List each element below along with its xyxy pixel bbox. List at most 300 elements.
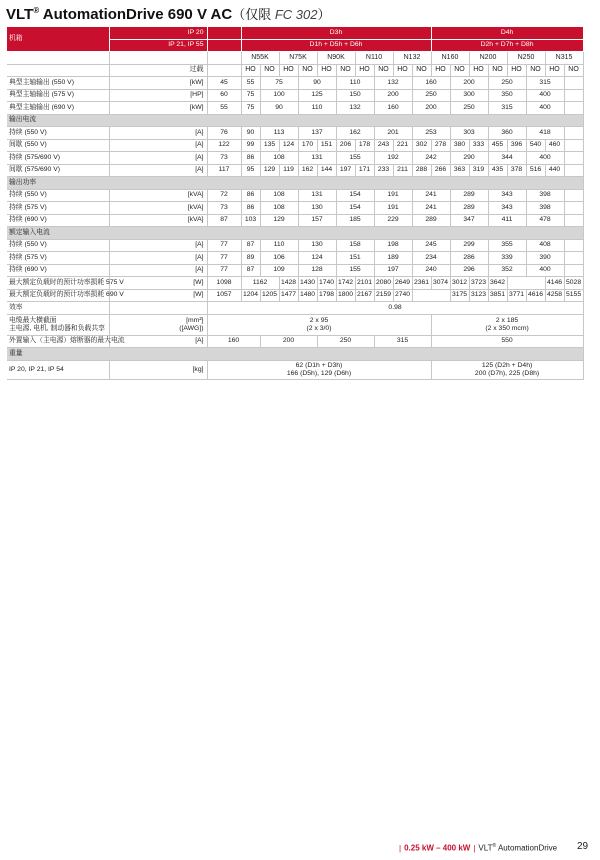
- value-cell: 250: [317, 335, 374, 348]
- value-cell: 160: [412, 77, 450, 90]
- value-cell: 197: [336, 164, 355, 177]
- blank: [564, 202, 583, 215]
- value-cell: 266: [431, 164, 450, 177]
- row-unit: [kW]: [109, 77, 207, 90]
- blank: [412, 289, 450, 302]
- value-cell: 99: [241, 139, 260, 152]
- value-cell: 151: [317, 139, 336, 152]
- value-cell: 76: [207, 127, 241, 140]
- blank: [564, 77, 583, 90]
- ho-label: HO: [469, 64, 488, 77]
- value-cell: 87: [241, 264, 260, 277]
- row-unit: [W]: [109, 289, 207, 302]
- blank: [507, 277, 545, 290]
- row-label: 电缆最大横截面 主电源, 电机, 制动器和负载共享: [7, 314, 109, 335]
- value-cell: 119: [279, 164, 298, 177]
- value-cell: 160: [207, 335, 260, 348]
- row-unit: [HP]: [109, 89, 207, 102]
- value-cell: 347: [450, 214, 488, 227]
- ho-label: HO: [431, 64, 450, 77]
- value-cell: 2080: [374, 277, 393, 290]
- value-cell: 89: [241, 252, 260, 265]
- value-cell: 250: [488, 77, 526, 90]
- page-number: 29: [577, 841, 589, 852]
- value-cell: 191: [374, 189, 412, 202]
- value-cell: 2101: [355, 277, 374, 290]
- value-cell: 2159: [374, 289, 393, 302]
- blank: [564, 214, 583, 227]
- value-cell: 1057: [207, 289, 241, 302]
- blank: [564, 89, 583, 102]
- value-cell: 233: [374, 164, 393, 177]
- value-cell: 73: [207, 202, 241, 215]
- value-cell: 86: [241, 202, 260, 215]
- value-cell: 154: [336, 202, 374, 215]
- blank: [564, 264, 583, 277]
- model-n160: N160: [431, 52, 469, 65]
- value-cell: 87: [241, 239, 260, 252]
- row-sh575: [7, 89, 583, 102]
- value-cell: 124: [298, 252, 336, 265]
- value-cell: 0.98: [207, 302, 583, 315]
- value-cell: 2649: [393, 277, 412, 290]
- value-cell: 1480: [298, 289, 317, 302]
- value-cell: 3642: [488, 277, 507, 290]
- no-label: NO: [488, 64, 507, 77]
- ho-label: HO: [279, 64, 298, 77]
- d1h-label: D1h + D5h + D6h: [241, 39, 431, 52]
- row-unit: [A]: [109, 264, 207, 277]
- value-cell: 355: [488, 239, 526, 252]
- no-label: NO: [336, 64, 355, 77]
- value-cell: 3175: [450, 289, 469, 302]
- value-cell: 315: [526, 77, 564, 90]
- value-cell: 90: [241, 127, 260, 140]
- row-label: 持续 (690 V): [7, 214, 109, 227]
- value-cell: 408: [526, 239, 564, 252]
- value-cell: 242: [412, 152, 450, 165]
- row-label: 最大额定负载时的预计功率损耗 575 V: [7, 277, 109, 290]
- spec-table: [7, 27, 584, 380]
- row-sh690: [7, 102, 583, 115]
- frame-label: 机箱: [7, 27, 109, 52]
- value-cell: 3123: [469, 289, 488, 302]
- value-cell: 289: [450, 189, 488, 202]
- ho-label: HO: [355, 64, 374, 77]
- row-label: 间歇 (575/690 V): [7, 164, 109, 177]
- value-cell: 350: [488, 89, 526, 102]
- value-cell: 110: [336, 77, 374, 90]
- value-cell: 1204: [241, 289, 260, 302]
- value-cell: 155: [336, 264, 374, 277]
- d2h-label: D2h + D7h + D8h: [431, 39, 583, 52]
- blank: [564, 102, 583, 115]
- row-label: 持续 (550 V): [7, 127, 109, 140]
- value-cell: 155: [336, 152, 374, 165]
- value-cell: 250: [450, 102, 488, 115]
- section-header: 输出电流: [7, 114, 583, 127]
- blank: [564, 239, 583, 252]
- weight-d4: 125 (D2h + D4h) 200 (D7h), 225 (D8h): [431, 360, 583, 379]
- value-cell: 87: [207, 214, 241, 227]
- blank: [564, 252, 583, 265]
- value-cell: 360: [488, 127, 526, 140]
- value-cell: 1205: [260, 289, 279, 302]
- value-cell: 398: [526, 202, 564, 215]
- weight-d3: 62 (D1h + D3h) 166 (D5h), 129 (D6h): [207, 360, 431, 379]
- row-int575: [7, 164, 583, 177]
- cable-d4: 2 x 185 (2 x 350 mcm): [431, 314, 583, 335]
- value-cell: 77: [207, 264, 241, 277]
- value-cell: 290: [450, 152, 488, 165]
- value-cell: 110: [260, 239, 298, 252]
- value-cell: 45: [207, 77, 241, 90]
- page-title: VLT® AutomationDrive 690 V AC（仅限 FC 302）: [6, 6, 331, 23]
- row-label: 持续 (575 V): [7, 202, 109, 215]
- row-eff: [7, 302, 583, 315]
- value-cell: 1742: [336, 277, 355, 290]
- row-label: 持续 (690 V): [7, 264, 109, 277]
- value-cell: 108: [260, 189, 298, 202]
- value-cell: 170: [298, 139, 317, 152]
- value-cell: 343: [488, 202, 526, 215]
- row-unit: [A]: [109, 127, 207, 140]
- value-cell: 390: [526, 252, 564, 265]
- value-cell: 344: [488, 152, 526, 165]
- row-ic550: [7, 239, 583, 252]
- value-cell: 363: [450, 164, 469, 177]
- value-cell: 75: [260, 77, 298, 90]
- value-cell: 200: [374, 89, 412, 102]
- row-unit: [mm²] ([AWG]): [109, 314, 207, 335]
- value-cell: 100: [260, 89, 298, 102]
- value-cell: 201: [374, 127, 412, 140]
- row-unit: [A]: [109, 139, 207, 152]
- value-cell: 289: [450, 202, 488, 215]
- value-cell: 245: [412, 239, 450, 252]
- value-cell: 241: [412, 189, 450, 202]
- row-label: IP 20, IP 21, IP 54: [7, 360, 109, 379]
- row-op575: [7, 202, 583, 215]
- value-cell: 211: [393, 164, 412, 177]
- value-cell: 130: [298, 202, 336, 215]
- value-cell: 75: [241, 102, 260, 115]
- value-cell: 55: [241, 77, 260, 90]
- value-cell: 516: [526, 164, 545, 177]
- d3h-label: D3h: [241, 27, 431, 39]
- d4h-label: D4h: [431, 27, 583, 39]
- value-cell: 144: [317, 164, 336, 177]
- value-cell: 185: [336, 214, 374, 227]
- section-header: 重量: [7, 348, 583, 361]
- row-label: 持续 (575/690 V): [7, 152, 109, 165]
- value-cell: 198: [374, 239, 412, 252]
- blank: [564, 127, 583, 140]
- value-cell: 129: [260, 214, 298, 227]
- header-row-ip20: [7, 27, 583, 39]
- value-cell: 540: [526, 139, 545, 152]
- section-weight: [7, 348, 583, 361]
- value-cell: 178: [355, 139, 374, 152]
- value-cell: 352: [488, 264, 526, 277]
- value-cell: 253: [412, 127, 450, 140]
- value-cell: 3012: [450, 277, 469, 290]
- value-cell: 109: [260, 264, 298, 277]
- blank: [564, 139, 583, 152]
- no-label: NO: [260, 64, 279, 77]
- value-cell: 157: [298, 214, 336, 227]
- row-label: 持续 (575 V): [7, 252, 109, 265]
- row-unit: [A]: [109, 252, 207, 265]
- value-cell: 125: [298, 89, 336, 102]
- value-cell: 303: [450, 127, 488, 140]
- blank: [564, 164, 583, 177]
- model-n110: N110: [355, 52, 393, 65]
- value-cell: 103: [241, 214, 260, 227]
- value-cell: 1162: [241, 277, 279, 290]
- value-cell: 3074: [431, 277, 450, 290]
- model-n315: N315: [545, 52, 583, 65]
- section-header: 额定输入电流: [7, 227, 583, 240]
- value-cell: 86: [241, 189, 260, 202]
- value-cell: 302: [412, 139, 431, 152]
- value-cell: 288: [412, 164, 431, 177]
- value-cell: 132: [374, 77, 412, 90]
- row-unit: [W]: [109, 277, 207, 290]
- value-cell: 117: [207, 164, 241, 177]
- ho-label: HO: [507, 64, 526, 77]
- value-cell: 343: [488, 189, 526, 202]
- value-cell: 200: [260, 335, 317, 348]
- no-label: NO: [564, 64, 583, 77]
- value-cell: 460: [545, 139, 564, 152]
- value-cell: 2361: [412, 277, 431, 290]
- row-label: 效率: [7, 302, 109, 315]
- blank-unit: [207, 64, 241, 77]
- row-label: 最大额定负载时的预计功率损耗 690 V: [7, 289, 109, 302]
- ip21-label: IP 21, IP 55: [109, 39, 207, 52]
- row-sh550: [7, 77, 583, 90]
- value-cell: 77: [207, 252, 241, 265]
- value-cell: 132: [336, 102, 374, 115]
- value-cell: 4258: [545, 289, 564, 302]
- model-n90k: N90K: [317, 52, 355, 65]
- value-cell: 191: [374, 202, 412, 215]
- no-label: NO: [374, 64, 393, 77]
- overload-label: 过载: [109, 64, 207, 77]
- value-cell: 150: [336, 89, 374, 102]
- value-cell: 124: [279, 139, 298, 152]
- value-cell: 189: [374, 252, 412, 265]
- value-cell: 398: [526, 189, 564, 202]
- value-cell: 333: [469, 139, 488, 152]
- row-label: 间歇 (550 V): [7, 139, 109, 152]
- row-unit: [kVA]: [109, 202, 207, 215]
- value-cell: 3723: [469, 277, 488, 290]
- value-cell: 135: [260, 139, 279, 152]
- value-cell: 296: [450, 264, 488, 277]
- value-cell: 240: [412, 264, 450, 277]
- value-cell: 315: [488, 102, 526, 115]
- value-cell: 380: [450, 139, 469, 152]
- row-unit: [kW]: [109, 102, 207, 115]
- row-ic690: [7, 264, 583, 277]
- model-n75k: N75K: [279, 52, 317, 65]
- value-cell: 300: [450, 89, 488, 102]
- value-cell: 72: [207, 189, 241, 202]
- value-cell: 113: [260, 127, 298, 140]
- row-op690: [7, 214, 583, 227]
- value-cell: 73: [207, 152, 241, 165]
- no-label: NO: [412, 64, 431, 77]
- value-cell: 1800: [336, 289, 355, 302]
- value-cell: 160: [374, 102, 412, 115]
- row-label: 持续 (550 V): [7, 189, 109, 202]
- value-cell: 1740: [317, 277, 336, 290]
- value-cell: 250: [412, 89, 450, 102]
- value-cell: 440: [545, 164, 564, 177]
- value-cell: 77: [207, 239, 241, 252]
- footer-power-range: 0.25 kW – 400 kW: [404, 843, 471, 853]
- value-cell: 455: [488, 139, 507, 152]
- value-cell: 550: [431, 335, 583, 348]
- value-cell: 319: [469, 164, 488, 177]
- value-cell: 128: [298, 264, 336, 277]
- row-cable: [7, 314, 583, 335]
- value-cell: 122: [207, 139, 241, 152]
- value-cell: 1428: [279, 277, 298, 290]
- no-label: NO: [298, 64, 317, 77]
- value-cell: 435: [488, 164, 507, 177]
- value-cell: 400: [526, 152, 564, 165]
- value-cell: 229: [374, 214, 412, 227]
- row-unit: [kg]: [109, 360, 207, 379]
- section-out_power: [7, 177, 583, 190]
- row-unit: [kVA]: [109, 189, 207, 202]
- row-oc550: [7, 127, 583, 140]
- value-cell: 90: [260, 102, 298, 115]
- row-ic575: [7, 252, 583, 265]
- value-cell: 400: [526, 264, 564, 277]
- value-cell: 1798: [317, 289, 336, 302]
- row-oc575: [7, 152, 583, 165]
- row-int550: [7, 139, 583, 152]
- blank: [564, 189, 583, 202]
- value-cell: 234: [412, 252, 450, 265]
- value-cell: 86: [241, 152, 260, 165]
- row-label: 外置输入（主电源）熔断器的最大电流: [7, 335, 109, 348]
- value-cell: 137: [298, 127, 336, 140]
- value-cell: 1098: [207, 277, 241, 290]
- value-cell: 289: [412, 214, 450, 227]
- value-cell: 299: [450, 239, 488, 252]
- value-cell: 75: [241, 89, 260, 102]
- value-cell: 2167: [355, 289, 374, 302]
- value-cell: 3771: [507, 289, 526, 302]
- value-cell: 192: [374, 152, 412, 165]
- value-cell: 108: [260, 202, 298, 215]
- value-cell: 2740: [393, 289, 412, 302]
- value-cell: 200: [412, 102, 450, 115]
- row-label: 典型主轴输出 (550 V): [7, 77, 109, 90]
- row-loss690: [7, 289, 583, 302]
- ho-label: HO: [317, 64, 336, 77]
- cable-d3: 2 x 95 (2 x 3/0): [207, 314, 431, 335]
- section-out_current: [7, 114, 583, 127]
- row-unit: [A]: [109, 164, 207, 177]
- value-cell: 1430: [298, 277, 317, 290]
- value-cell: 411: [488, 214, 526, 227]
- row-label: 典型主轴输出 (690 V): [7, 102, 109, 115]
- model-n55k: N55K: [241, 52, 279, 65]
- row-loss575: [7, 277, 583, 290]
- row-op550: [7, 189, 583, 202]
- value-cell: 221: [393, 139, 412, 152]
- value-cell: 129: [260, 164, 279, 177]
- value-cell: 130: [298, 239, 336, 252]
- blank: [564, 152, 583, 165]
- value-cell: 131: [298, 189, 336, 202]
- value-cell: 200: [450, 77, 488, 90]
- row-label: 持续 (550 V): [7, 239, 109, 252]
- model-row: [7, 52, 583, 65]
- value-cell: 4616: [526, 289, 545, 302]
- row-fuse: [7, 335, 583, 348]
- value-cell: 241: [412, 202, 450, 215]
- ip20-label: IP 20: [109, 27, 207, 39]
- value-cell: 206: [336, 139, 355, 152]
- value-cell: 478: [526, 214, 564, 227]
- value-cell: 197: [374, 264, 412, 277]
- blank: [109, 302, 207, 315]
- section-in_current: [7, 227, 583, 240]
- value-cell: 3851: [488, 289, 507, 302]
- row-weight: [7, 360, 583, 379]
- value-cell: 278: [431, 139, 450, 152]
- value-cell: 158: [336, 239, 374, 252]
- row-unit: [A]: [109, 335, 207, 348]
- value-cell: 418: [526, 127, 564, 140]
- section-header: 输出功率: [7, 177, 583, 190]
- value-cell: 95: [241, 164, 260, 177]
- row-label: 典型主轴输出 (575 V): [7, 89, 109, 102]
- value-cell: 5155: [564, 289, 583, 302]
- value-cell: 106: [260, 252, 298, 265]
- model-n200: N200: [469, 52, 507, 65]
- value-cell: 108: [260, 152, 298, 165]
- row-unit: [A]: [109, 152, 207, 165]
- ho-label: HO: [545, 64, 564, 77]
- value-cell: 171: [355, 164, 374, 177]
- no-label: NO: [526, 64, 545, 77]
- model-n132: N132: [393, 52, 431, 65]
- value-cell: 162: [298, 164, 317, 177]
- value-cell: 339: [488, 252, 526, 265]
- value-cell: 162: [336, 127, 374, 140]
- value-cell: 315: [374, 335, 431, 348]
- row-unit: [kVA]: [109, 214, 207, 227]
- value-cell: 4146: [545, 277, 564, 290]
- value-cell: 400: [526, 102, 564, 115]
- value-cell: 151: [336, 252, 374, 265]
- value-cell: 400: [526, 89, 564, 102]
- no-label: NO: [450, 64, 469, 77]
- value-cell: 1477: [279, 289, 298, 302]
- value-cell: 5028: [564, 277, 583, 290]
- model-n250: N250: [507, 52, 545, 65]
- ho-label: HO: [241, 64, 260, 77]
- value-cell: 110: [298, 102, 336, 115]
